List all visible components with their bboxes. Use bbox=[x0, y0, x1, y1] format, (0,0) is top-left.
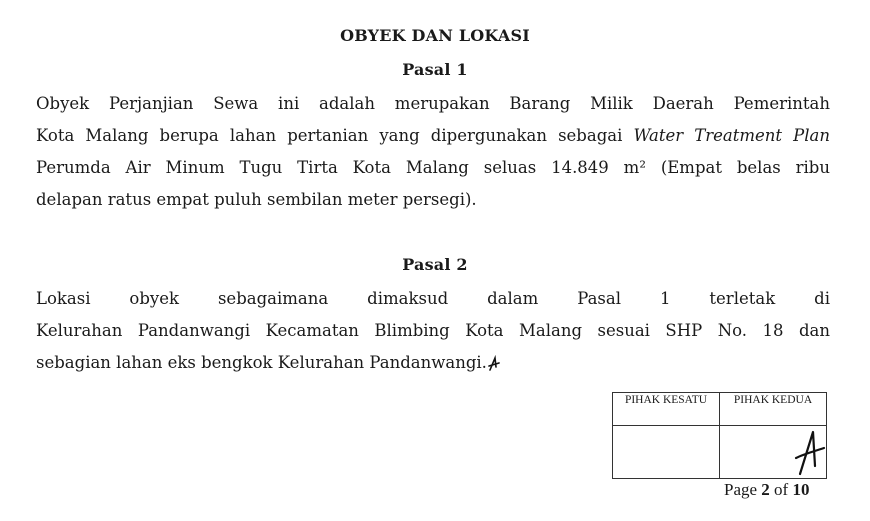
pasal-1-line-1: Obyek Perjanjian Sewa ini adalah merupakan Barang Milik Daerah Pemerintah bbox=[36, 94, 830, 113]
pihak-kedua-header: PIHAK KEDUA bbox=[720, 393, 827, 426]
pasal-1-paragraph bbox=[36, 88, 830, 216]
pasal-1-line-4: delapan ratus empat puluh sembilan meter persegi). bbox=[36, 190, 477, 209]
pasal-2-paragraph bbox=[36, 283, 830, 379]
pasal-2-line-1: Lokasi obyek sebagaimana dimaksud dalam Pasal 1 terletak di bbox=[36, 289, 830, 308]
pasal-1-line-2-text: Kota Malang berupa lahan pertanian yang dipergunakan sebagai bbox=[36, 126, 623, 145]
italic-phrase: Water Treatment Plan bbox=[633, 126, 830, 145]
page-number bbox=[724, 480, 809, 500]
page-of: of bbox=[774, 480, 789, 499]
initial-mark-icon bbox=[487, 355, 501, 373]
pasal-1-line-3: Perumda Air Minum Tugu Tirta Kota Malang seluas 14.849 m² (Empat belas ribu bbox=[36, 158, 830, 177]
handwritten-initial-icon bbox=[780, 428, 840, 478]
signature-table bbox=[612, 392, 827, 479]
pihak-kedua-signature-cell bbox=[720, 426, 827, 479]
pihak-kesatu-header: PIHAK KESATU bbox=[613, 393, 720, 426]
pasal-2-heading: Pasal 2 bbox=[402, 255, 468, 274]
pasal-1-heading: Pasal 1 bbox=[402, 60, 468, 79]
page-current: 2 bbox=[761, 480, 770, 499]
pasal-2-line-3-text: sebagian lahan eks bengkok Kelurahan Pandanwangi. bbox=[36, 353, 487, 372]
pasal-1-line-2 bbox=[36, 120, 830, 152]
page-total: 10 bbox=[792, 480, 810, 499]
pasal-2-line-3 bbox=[36, 347, 830, 379]
pasal-2-line-2: Kelurahan Pandanwangi Kecamatan Blimbing Kota Malang sesuai SHP No. 18 dan bbox=[36, 321, 830, 340]
page-prefix: Page bbox=[724, 480, 758, 499]
section-title: OBYEK DAN LOKASI bbox=[340, 26, 530, 45]
pihak-kesatu-signature-cell bbox=[613, 426, 720, 479]
